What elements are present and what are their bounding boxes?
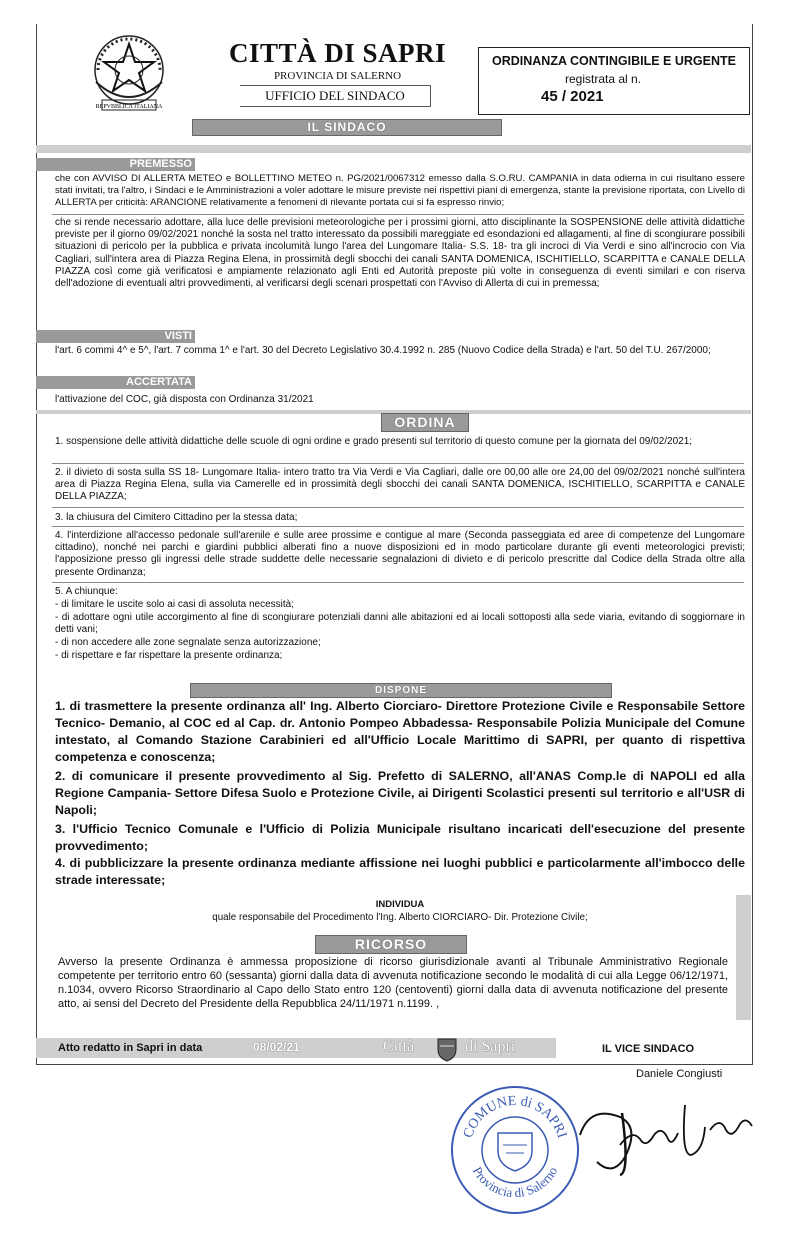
ordina-item-3: 3. la chiusura del Cimitero Cittadino per la stessa data; bbox=[55, 512, 298, 523]
svg-text:REPVBBLICA ITALIANA: REPVBBLICA ITALIANA bbox=[95, 104, 163, 110]
city-logo-left: Città bbox=[383, 1038, 415, 1055]
ordina-item-1: 1. sospensione delle attività didattiche delle scuole di ogni ordine e grado presenti sul territorio di questo comune per la giornata del 09/02/2021; bbox=[55, 436, 693, 447]
premesso-1: che con AVVISO DI ALLERTA METEO e BOLLETTINO METEO n. PG/2021/0067312 emesso dalla S.O.RU. CAMPANIA in data odierna in cui risultano essere stati invitati, tra l'altro, i Sindaci e le Amministrazioni a voler adottare le misure previste nei rispettivi piani di emergenza, stante la previsione riportata, con Livello di ALLERTA per criticità: ARANCIONE relativamente a fenomeni di rilevante portata cui si fa espresso rinvio; bbox=[55, 173, 745, 209]
signature-icon bbox=[560, 1075, 785, 1185]
dispone-item-3: 3. l'Ufficio Tecnico Comunale e l'Ufficio di Polizia Municipale risultano incaricati dell'esecuzione del presente provvedimento; bbox=[55, 822, 745, 853]
individua-title: INDIVIDUA bbox=[375, 899, 425, 910]
stamp-top-text: COMUNE di SAPRI bbox=[460, 1093, 570, 1141]
ordina-item-5: 5. A chiunque: - di limitare le uscite solo ai casi di assoluta necessità; - di adottare ogni utile accorgimento al fine di scongiurare potenziali danni alle abitazioni ed ai locali sottoposti alla sede viaria, evitando di soggiornare in detti vani; - di non accedere alle zone segnalate senza autorizzazione; - di rispettare e far rispettare la presente ordinanza; bbox=[55, 586, 745, 661]
section-ricorso: RICORSO bbox=[315, 935, 467, 954]
grey-strip bbox=[36, 145, 751, 153]
stamp-bottom-text: Provincia di Salerno bbox=[469, 1164, 561, 1201]
ordinance-number: 45 / 2021 bbox=[541, 88, 604, 105]
province-label: PROVINCIA DI SALERNO bbox=[273, 70, 402, 82]
office-label: UFFICIO DEL SINDACO bbox=[240, 85, 431, 107]
ordinance-type: ORDINANZA CONTINGIBILE E URGENTE bbox=[492, 54, 736, 68]
ricorso-text: Avverso la presente Ordinanza è ammessa proposizione di ricorso giurisdizionale avanti al Tribunale Amministrativo Regionale competente per territorio entro 60 (sessanta) giorni dalla data di avvenuta notificazione secondo le modalità di cui alla Legge 06/12/1971, n.1034, ovvero Ricorso Straordinario al Capo dello Stato entro 120 (centoventi) giorni dalla data di avvenuta notificazione del presente atto, ai sensi del Decreto del Presidente della Repubblica 24/11/1971 n.1199. , bbox=[58, 956, 728, 1010]
section-dispone: DISPONE bbox=[190, 683, 612, 698]
individua-text: quale responsabile del Procedimento l'Ing. Alberto CIORCIARO- Dir. Protezione Civile; bbox=[212, 912, 588, 923]
dispone-item-4: 4. di pubblicizzare la presente ordinanza mediante affissione nei luoghi pubblici e particolarmente all'imbocco delle strade interessate; bbox=[55, 856, 745, 887]
atto-label: Atto redatto in Sapri in data bbox=[58, 1042, 203, 1054]
section-sindaco: IL SINDACO bbox=[192, 119, 502, 136]
signatory-name: Daniele Congiusti bbox=[636, 1068, 723, 1080]
dispone-item-2: 2. di comunicare il presente provvedimento al Sig. Prefetto di SALERNO, all'ANAS Comp.le di NAPOLI ed alla Regione Campania- Settore Difesa Suolo e Protezione Civile, ai Dirigenti Scolastici presenti sul territorio e all'USR di Napoli; bbox=[55, 769, 745, 817]
premesso-2: che si rende necessario adottare, alla luce delle previsioni meteorologiche per i prossimi giorni, atto disciplinante la SOSPENSIONE delle attività didattiche previste per il giorno 09/02/2021 nonché la sosta nel tratto interessato da possibili mareggiate ed esondazioni ed allagamenti, al fine di scongiurare possibili situazioni di pericolo per la pubblica e privata incolumità lungo l'area del Lungomare Italia- S.S. 18- tra gli incroci di Via Verdi e sino all'incrocio con Via Cagliari, sull'intera area di Piazza Regina Elena, in prossimità degli sbocchi dei canali SANTA DOMENICA, ISCHITIELLO, SCARPITTA e CANALE DELLA PIAZZA così come già verificatosi e ampiamente relazionato agli Enti ed Autorità preposte più volte in conseguenza di eventi similari e con riserva dell'adozione di eventuali altri provvedimenti, al verificarsi degli scenari prospettati con l'Avviso di Allerta di cui in premessa; bbox=[55, 217, 745, 290]
ordina-item-2: 2. il divieto di sosta sulla SS 18- Lungomare Italia- intero tratto tra Via Verdi e Via Cagliari, dalle ore 00,00 alle ore 24,00 del 09/02/2021 nonché sull'intera area di Piazza Regina Elena, sulla via Camerelle ed in prossimità degli sbocchi dei canali SANTA DOMENICA, ISCHITIELLO, SCARPITTA e CANALE DELLA PIAZZA; bbox=[55, 467, 745, 503]
city-logo-right: di Sapri bbox=[465, 1038, 516, 1055]
label-visti: VISTI bbox=[36, 330, 195, 343]
vice-sindaco-label: IL VICE SINDACO bbox=[602, 1043, 695, 1055]
dispone-item-1: 1. di trasmettere la presente ordinanza all' Ing. Alberto Ciorciaro- Direttore Protezione Civile e Responsabile Settore Tecnico- Demanio, al COC ed al Cap. dr. Antonio Pompeo Abbadessa- Responsabile Polizia Municipale del Comune intestato, al Comando Stazione Carabinieri ed all'Ufficio Locale Marittimo di SAPRI, per quanto di rispettiva competenza e conoscenza; bbox=[55, 699, 745, 764]
section-ordina: ORDINA bbox=[381, 413, 469, 432]
city-title: CITTÀ DI SAPRI bbox=[228, 38, 447, 68]
registered-label: registrata al n. bbox=[565, 72, 642, 86]
city-logo bbox=[383, 1036, 549, 1062]
ordina-item-4: 4. l'interdizione all'accesso pedonale sull'arenile e sulle aree prossime e contigue al mare (Seconda passeggiata ed aree di competenze del Lungomare cittadino), nonché nei parchi e giardini pubblici alberati fino a nuove disposizioni ed in modo particolare durante gli eventi meteorologici previsti; l'apposizione presso gli ingressi delle strade suddette delle necessarie segnalazioni di divieto e di pericolo prescritte dal Codice della Strada oltre alla presente Ordinanza; bbox=[55, 530, 745, 578]
atto-date: 08/02/21 bbox=[253, 1040, 300, 1054]
accertata-text: l'attivazione del COC, già disposta con Ordinanza 31/2021 bbox=[55, 394, 314, 405]
label-premesso: PREMESSO bbox=[36, 158, 195, 171]
label-accertata: ACCERTATA bbox=[36, 376, 195, 389]
city-crest-icon bbox=[435, 1036, 459, 1062]
visti-text: l'art. 6 commi 4^ e 5^, l'art. 7 comma 1^ e l'art. 30 del Decreto Legislativo 30.4.1992 n. 285 (Nuovo Codice della Strada) e l'art. 50 del T.U. 267/2000; bbox=[55, 345, 711, 356]
